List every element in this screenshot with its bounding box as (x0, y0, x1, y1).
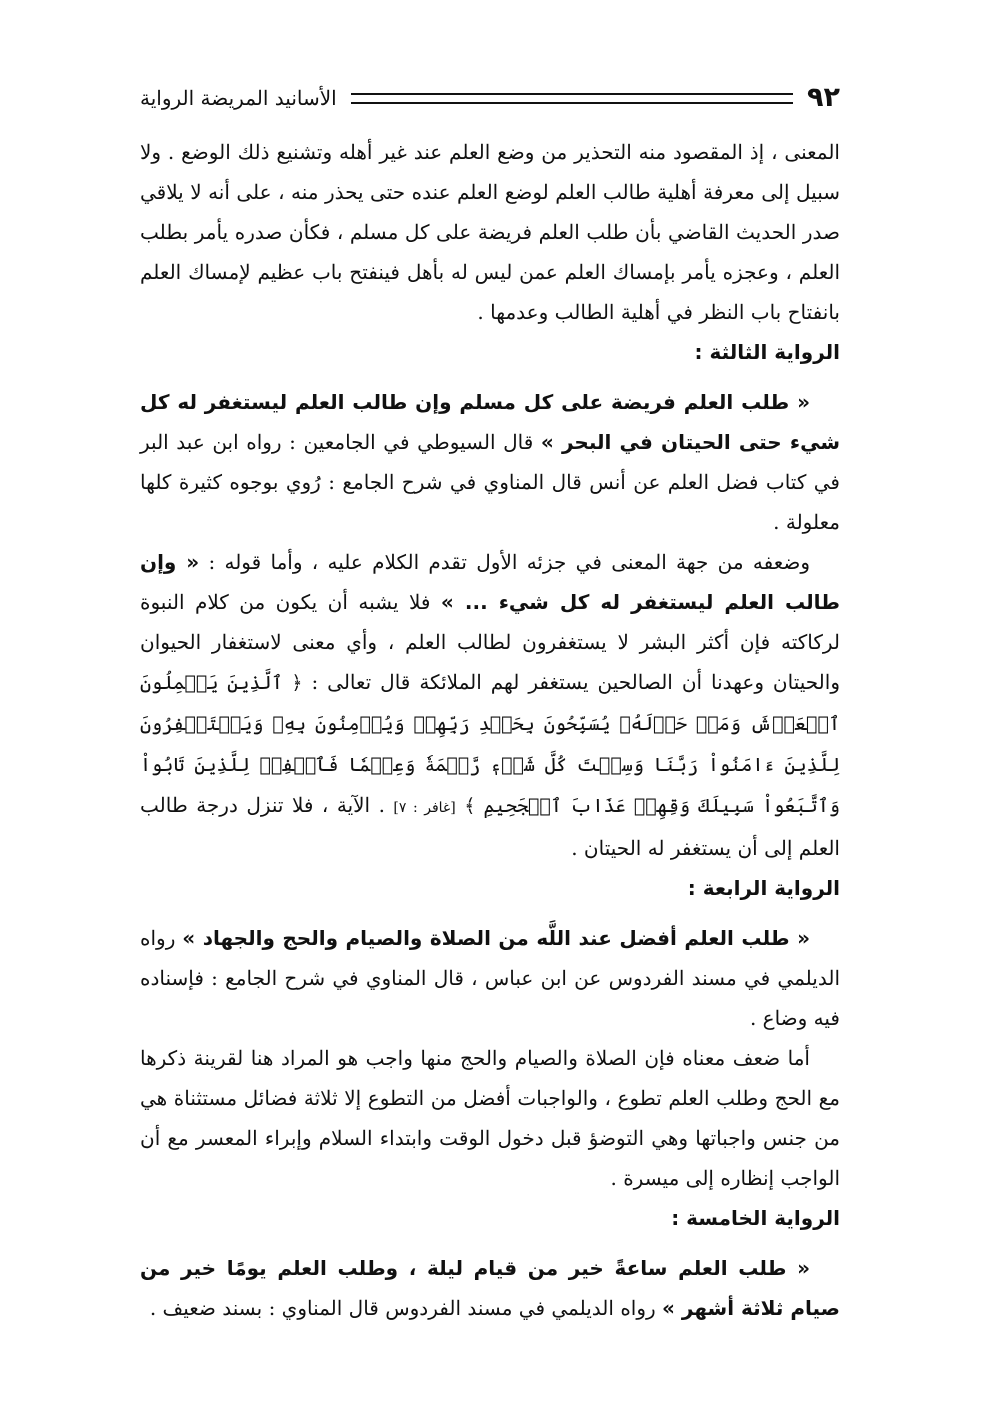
hadith-text: « طلب العلم ساعةً خير من قيام ليلة ، وطلب العلم يومًا خير من صيام ثلاثة أشهر » (140, 1256, 840, 1320)
body-paragraph: المعنى ، إذ المقصود منه التحذير من وضع العلم عند غير أهله وتشنيع ذلك الوضع . ولا سبيل إلى معرفة أهلية طالب العلم لوضع العلم عنده حتى يحذر منه ، على أنه لا يلاقي صدر الحديث القاضي بأن طلب العلم فريضة على كل مسلم ، فكأن صدره يأمر بطلب العلم ، وعجزه يأمر بإمساك العلم عمن ليس له بأهل فينفتح باب عظيم لإمساك العلم بانفتاح باب النظر في أهلية الطالب وعدمها . (140, 140, 840, 324)
hadith-text: « طلب العلم فريضة على كل مسلم وإن طالب العلم ليستغفر له كل شيء حتى الحيتان في البحر » (140, 390, 841, 454)
quran-verse: ﴿ ٱلَّذِينَ يَحۡمِلُونَ ٱلۡعَرۡشَ وَمَنۡ حَوۡلَهُۥ يُسَبِّحُونَ بِحَمۡدِ رَبِّهِمۡ وَيُؤۡمِنُونَ بِهِۦ وَيَسۡتَغۡفِرُونَ لِلَّذِينَ ءَامَنُواْ رَبَّنَا وَسِعۡتَ كُلَّ شَيۡءٖ رَّحۡمَةٗ وَعِلۡمٗا فَٱغۡفِرۡ لِلَّذِينَ تَابُواْ وَٱتَّبَعُواْ سَبِيلَكَ وَقِهِمۡ عَذَابَ ٱلۡجَحِيمِ ﴾ (140, 672, 840, 817)
hadith-quote: « وإن طالب العلم ليستغفر له كل شيء ... » (140, 550, 841, 614)
body-paragraph (140, 382, 840, 542)
paragraph-text: وضعفه من جهة المعنى في جزئه الأول تقدم الكلام عليه ، وأما قوله : (199, 550, 810, 574)
paragraph-text: رواه الديلمي في مسند الفردوس قال المناوي : بسند ضعيف . (149, 1296, 663, 1320)
section-heading-fourth: الرواية الرابعة : (687, 876, 840, 900)
running-header (140, 78, 840, 118)
body-paragraph (140, 1248, 840, 1328)
paragraph-text: رواه الديلمي في مسند الفردوس عن ابن عباس ، قال المناوي في شرح الجامع : فإسناده فيه وضاع . (140, 926, 840, 1030)
body-paragraph (140, 542, 840, 868)
body-paragraph: أما ضعف معناه فإن الصلاة والصيام والحج منها واجب هو المراد هنا لقرينة ذكرها مع الحج وطلب العلم تطوع ، والواجبات أفضل من التطوع إلا ثلاثة فضائل مستثناة هي من جنس واجباتها وهي التوضؤ قبل دخول الوقت وابتداء السلام وإبراء المعسر مع أن الواجب إنظاره إلى ميسرة . (140, 1046, 841, 1190)
running-title: الأسانيد المريضة الرواية (140, 86, 337, 110)
paragraph-text: فلا يشبه أن يكون من كلام النبوة لركاكته فإن أكثر البشر لا يستغفرون لطالب العلم ، وأي معنى لاستغفار الحيوان والحيتان وعهدنا أن الصالحين يستغفر لهم الملائكة قال تعالى : (140, 590, 840, 694)
section-heading-third: الرواية الثالثة : (694, 340, 840, 364)
page-body (140, 132, 840, 1328)
section-heading-fifth: الرواية الخامسة : (671, 1206, 840, 1230)
paragraph-text: قال السيوطي في الجامعين : رواه ابن عبد البر في كتاب فضل العلم عن أنس قال المناوي في شرح الجامع : رُوي بوجوه كثيرة كلها معلولة . (140, 430, 840, 534)
hadith-text: « طلب العلم أفضل عند اللَّه من الصلاة والصيام والحج والجهاد » (182, 926, 811, 950)
paragraph-text: . الآية ، فلا تنزل درجة طالب العلم إلى أن يستغفر له الحيتان . (140, 793, 840, 860)
page-number: ٩٢ (807, 82, 840, 113)
verse-reference: [غافر : ٧] (393, 800, 456, 816)
body-paragraph (140, 918, 840, 1038)
header-rule (351, 93, 793, 104)
